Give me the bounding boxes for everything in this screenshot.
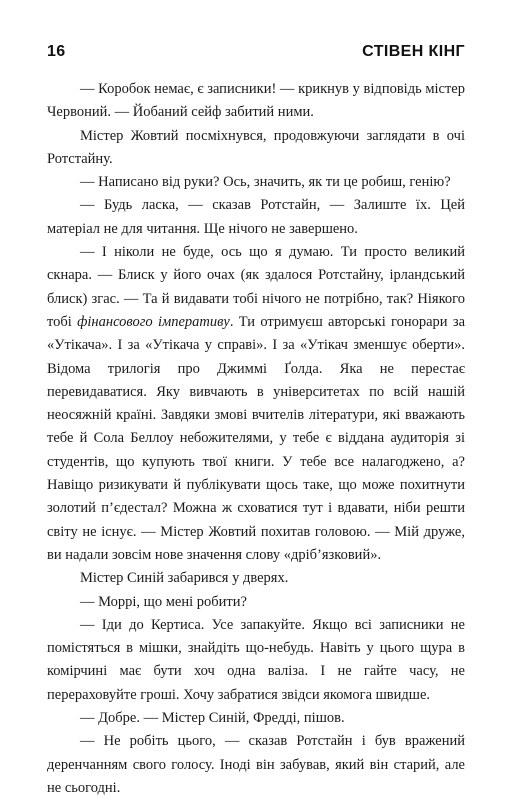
paragraph-yellow-monologue	[47, 241, 465, 567]
paragraph-text: — Коробок немає, є записники! — крикнув у відповідь містер Червоний. — Йобаний сейф забитий ними.	[47, 81, 465, 121]
paragraph-text: Містер Жовтий посміхнувся, продовжуючи заглядати в очі Ротстайну.	[47, 127, 465, 167]
paragraph-text: — Не робіть цього, — сказав Ротстайн і був вражений деренчанням свого голосу. Іноді він забував, який він старий, але не сьогодні.	[47, 733, 465, 796]
running-head	[47, 40, 465, 64]
paragraph-text: — Написано від руки? Ось, значить, як ти це робиш, генію?	[80, 174, 451, 191]
author-name: СТІВЕН КІНГ	[362, 43, 465, 60]
paragraph-text: Містер Синій забарився у дверях.	[80, 570, 289, 587]
paragraph-text: — Будь ласка, — сказав Ротстайн, — Залиште їх. Цей матеріал не для читання. Ще нічого не завершено.	[47, 197, 465, 237]
page-number: 16	[47, 43, 66, 60]
paragraph-text: — Моррі, що мені робити?	[80, 593, 247, 610]
paragraph-text: — І ніколи не буде, ось що я думаю. Ти просто великий скнара. — Блиск у його очах (як здалося Ротстайну, ірландський блиск) згас. — Та й видавати тобі нічого не потрібно, так? Ніякого тобі	[47, 244, 465, 330]
paragraph-blue-lingered	[47, 567, 465, 590]
body-text	[47, 78, 465, 800]
paragraph-blue-left	[47, 707, 465, 730]
paragraph-handwritten	[47, 171, 465, 194]
paragraph-text: — Іди до Кертиса. Усе запакуйте. Якщо всі записники не помістяться в мішки, знайдіть що-небудь. Навіть у цього щура в комірчині має бути хоч одна валіза. І не гайте часу, не перераховуйте гроші. Хочу забратися звідси якомога швидше.	[47, 616, 465, 703]
italic-phrase: фінансового імперативу	[77, 313, 230, 330]
paragraph-dialogue-red	[47, 78, 465, 125]
paragraph-text: — Добре. — Містер Синій, Фредді, пішов.	[80, 710, 345, 727]
paragraph-text: . Ти отримуєш авторські гонорари за «Утікача». І за «Утікача у справі». І за «Утікач зменшує оберти». Відома трилогія про Джиммі Ґолда. Яка не перестає перевидаватися. Яку вивчають в університетах по всій нашій неосяжній країні. Завдяки змові вчителів літератури, які вважають тебе й Сола Беллоу небожителями, у тебе є віддана аудиторія зі студентів, що купують твої книги. У тебе все налагоджено, а? Навіщо ризикувати й публікувати щось таке, що може похитнути золотий п’єдестал? Можна ж сховатися тут і вдавати, ніби решти світу не існує. — Містер Жовтий похитав головою. — Мій друже, ви надали зовсім нове значення слову «дріб’язковий».	[47, 313, 466, 563]
paragraph-blue-question	[47, 591, 465, 614]
paragraph-rothstein-plea	[47, 194, 465, 241]
paragraph-yellow-smile	[47, 125, 465, 172]
paragraph-rothstein-voice	[47, 730, 465, 800]
paragraph-instructions	[47, 614, 465, 707]
